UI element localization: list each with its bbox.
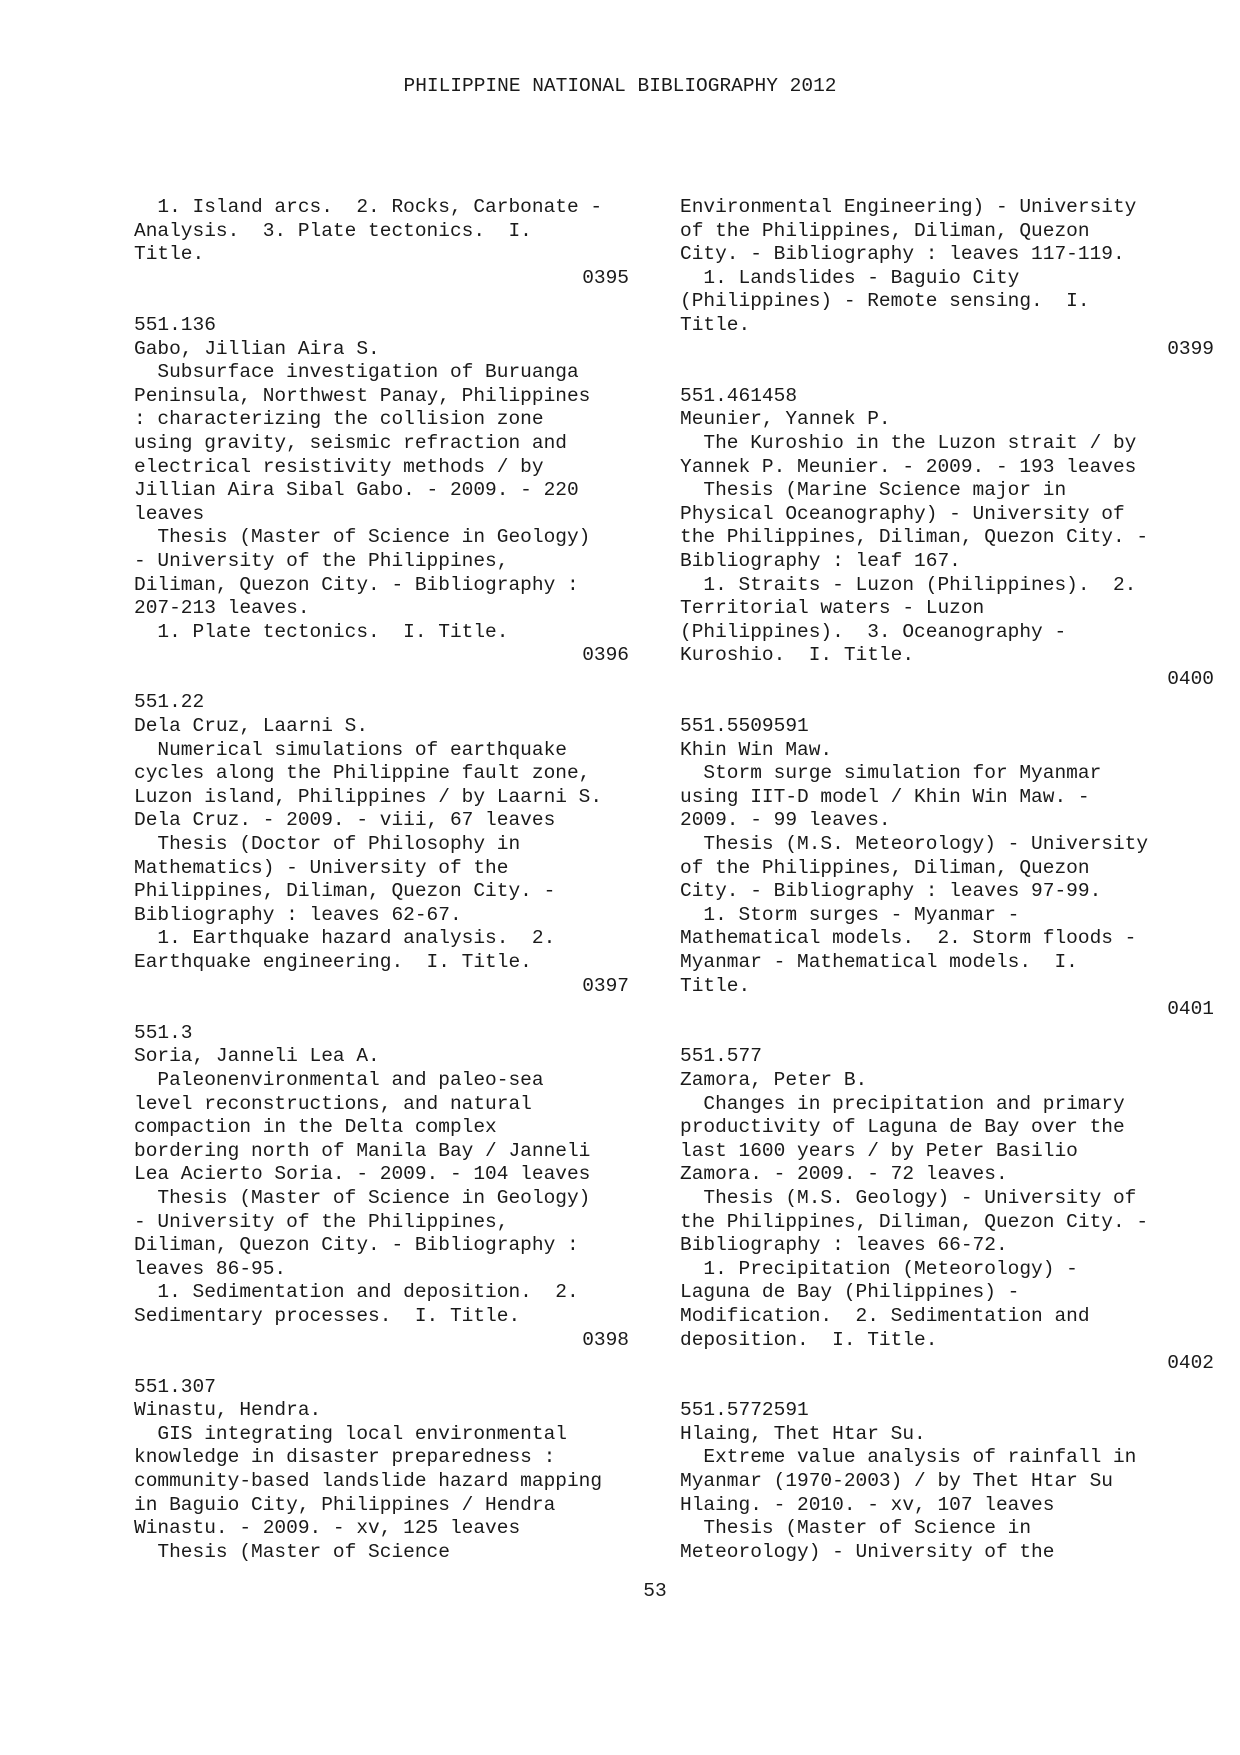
blank-line <box>680 1376 1200 1400</box>
right-column-line: The Kuroshio in the Luzon strait / by <box>680 431 1137 454</box>
left-column-line: 551.307 <box>134 1375 216 1398</box>
entry-number: 0402 <box>1167 1352 1214 1375</box>
left-column-line: Paleonenvironmental and paleo-sea <box>134 1068 544 1091</box>
left-column-line: cycles along the Philippine fault zone, <box>134 762 591 785</box>
left-column-line: Diliman, Quezon City. - Bibliography : <box>134 1234 579 1257</box>
right-column-line: Territorial waters - Luzon <box>680 597 985 620</box>
right-column-line: Thesis (M.S. Meteorology) - University <box>680 833 1149 856</box>
right-column <box>680 196 1214 1564</box>
left-column-line: 1. Plate tectonics. I. Title. <box>134 620 509 643</box>
right-column-line: 1. Straits - Luzon (Philippines). 2. <box>680 573 1137 596</box>
left-column-line: Winastu. - 2009. - xv, 125 leaves <box>134 1517 521 1540</box>
right-column-line: Zamora, Peter B. <box>680 1068 868 1091</box>
left-column-line: Thesis (Master of Science in Geology) <box>134 1186 591 1209</box>
left-column-line: Soria, Janneli Lea A. <box>134 1045 380 1068</box>
right-column-line: of the Philippines, Diliman, Quezon <box>680 856 1090 879</box>
left-column-line: bordering north of Manila Bay / Janneli <box>134 1139 591 1162</box>
right-column-line: 2009. - 99 leaves. <box>680 809 891 832</box>
left-column-line: using gravity, seismic refraction and <box>134 431 567 454</box>
left-column-line: 551.136 <box>134 313 216 336</box>
right-column-line: Kuroshio. I. Title. <box>680 644 915 667</box>
right-column-line: productivity of Laguna de Bay over the <box>680 1116 1125 1139</box>
blank-line <box>134 1352 654 1376</box>
blank-line <box>680 1022 1200 1046</box>
right-column-line: (Philippines) - Remote sensing. I. <box>680 290 1090 313</box>
blank-line <box>680 361 1200 385</box>
right-column-line: of the Philippines, Diliman, Quezon <box>680 219 1090 242</box>
left-column-line: 551.22 <box>134 691 205 714</box>
right-column-line: Laguna de Bay (Philippines) - <box>680 1281 1020 1304</box>
entry-number: 0401 <box>1167 998 1214 1021</box>
left-column-line: Analysis. 3. Plate tectonics. I. <box>134 219 532 242</box>
left-column-line: Lea Acierto Soria. - 2009. - 104 leaves <box>134 1163 591 1186</box>
left-column-line: Philippines, Diliman, Quezon City. - <box>134 880 556 903</box>
left-column-line: compaction in the Delta complex <box>134 1116 497 1139</box>
left-column-line: 1. Earthquake hazard analysis. 2. <box>134 927 556 950</box>
left-column <box>134 196 654 1564</box>
blank-line <box>134 668 654 692</box>
left-column-line: Earthquake engineering. I. Title. <box>134 951 532 973</box>
left-column-line: leaves 86-95. <box>134 1257 287 1280</box>
entry-number: 0395 <box>582 266 629 289</box>
left-column-line: Jillian Aira Sibal Gabo. - 2009. - 220 <box>134 479 579 502</box>
left-column-line: Thesis (Master of Science <box>134 1540 450 1563</box>
left-column-line: electrical resistivity methods / by <box>134 455 544 478</box>
left-column-line: level reconstructions, and natural <box>134 1092 532 1115</box>
right-column-line: Bibliography : leaf 167. <box>680 549 961 572</box>
right-column-line: 551.5509591 <box>680 715 809 738</box>
left-column-line: 1. Sedimentation and deposition. 2. <box>134 1281 579 1304</box>
right-column-line: Title. <box>680 313 751 336</box>
right-column-line: 1. Storm surges - Myanmar - <box>680 903 1020 926</box>
right-column-line: last 1600 years / by Peter Basilio <box>680 1139 1078 1162</box>
left-column-line: Bibliography : leaves 62-67. <box>134 903 462 926</box>
left-column-line: leaves <box>134 502 205 525</box>
left-column-line: Title. <box>134 243 205 266</box>
left-column-line: 551.3 <box>134 1021 193 1044</box>
right-column-line: the Philippines, Diliman, Quezon City. - <box>680 526 1149 549</box>
right-column-line: Bibliography : leaves 66-72. <box>680 1234 1008 1257</box>
left-column-line: Winastu, Hendra. <box>134 1399 322 1422</box>
blank-line <box>134 998 654 1022</box>
right-column-line: Environmental Engineering) - University <box>680 196 1137 218</box>
right-column-line: (Philippines). 3. Oceanography - <box>680 620 1067 643</box>
page-number: 53 <box>643 1580 667 1602</box>
page-header: PHILIPPINE NATIONAL BIBLIOGRAPHY 2012 <box>403 75 837 97</box>
right-column-line: Zamora. - 2009. - 72 leaves. <box>680 1163 1008 1186</box>
entry-number: 0397 <box>582 974 629 997</box>
left-column-line: - University of the Philippines, <box>134 1210 509 1233</box>
right-column-line: Modification. 2. Sedimentation and <box>680 1304 1090 1327</box>
right-column-line: Myanmar - Mathematical models. I. <box>680 951 1078 973</box>
right-column-line: Hlaing. - 2010. - xv, 107 leaves <box>680 1493 1055 1516</box>
right-column-line: City. - Bibliography : leaves 97-99. <box>680 880 1102 903</box>
right-column-line: Thesis (Master of Science in <box>680 1517 1032 1540</box>
left-column-line: Luzon island, Philippines / by Laarni S. <box>134 785 603 808</box>
right-column-line: 551.577 <box>680 1045 762 1068</box>
right-column-line: Title. <box>680 974 751 997</box>
left-column-line: 207-213 leaves. <box>134 597 310 620</box>
right-column-line: 551.5772591 <box>680 1399 809 1422</box>
left-column-line: Diliman, Quezon City. - Bibliography : <box>134 573 579 596</box>
left-column-line: Dela Cruz. - 2009. - viii, 67 leaves <box>134 809 556 832</box>
right-column-line: Hlaing, Thet Htar Su. <box>680 1422 926 1445</box>
right-column-line: Meunier, Yannek P. <box>680 408 891 431</box>
entry-number: 0399 <box>1167 337 1214 360</box>
right-column-line: 1. Precipitation (Meteorology) - <box>680 1257 1078 1280</box>
right-column-line: Thesis (Marine Science major in <box>680 479 1067 502</box>
right-column-line: Storm surge simulation for Myanmar <box>680 762 1102 785</box>
left-column-line: knowledge in disaster preparedness : <box>134 1446 556 1469</box>
left-column-line: Mathematics) - University of the <box>134 856 509 879</box>
right-column-line: deposition. I. Title. <box>680 1328 938 1351</box>
right-column-line: Khin Win Maw. <box>680 738 833 761</box>
left-column-line: Thesis (Doctor of Philosophy in <box>134 833 521 856</box>
blank-line <box>680 691 1200 715</box>
entry-number: 0400 <box>1167 667 1214 690</box>
right-column-line: Changes in precipitation and primary <box>680 1092 1125 1115</box>
left-column-line: : characterizing the collision zone <box>134 408 544 431</box>
right-column-line: Meteorology) - University of the <box>680 1540 1055 1563</box>
left-column-line: Numerical simulations of earthquake <box>134 738 567 761</box>
left-column-line: - University of the Philippines, <box>134 549 509 572</box>
right-column-line: City. - Bibliography : leaves 117-119. <box>680 243 1125 266</box>
right-column-line: 1. Landslides - Baguio City <box>680 266 1020 289</box>
left-column-line: GIS integrating local environmental <box>134 1422 567 1445</box>
right-column-line: Myanmar (1970-2003) / by Thet Htar Su <box>680 1470 1113 1493</box>
left-column-line: 1. Island arcs. 2. Rocks, Carbonate - <box>134 196 603 218</box>
left-column-line: Thesis (Master of Science in Geology) <box>134 526 591 549</box>
left-column-line: Gabo, Jillian Aira S. <box>134 337 380 360</box>
left-column-line: in Baguio City, Philippines / Hendra <box>134 1493 556 1516</box>
left-column-line: community-based landslide hazard mapping <box>134 1470 603 1493</box>
right-column-line: Physical Oceanography) - University of <box>680 502 1125 525</box>
left-column-line: Dela Cruz, Laarni S. <box>134 715 369 738</box>
right-column-line: the Philippines, Diliman, Quezon City. - <box>680 1210 1149 1233</box>
entry-number: 0396 <box>582 644 629 667</box>
entry-number: 0398 <box>582 1328 629 1351</box>
left-column-line: Peninsula, Northwest Panay, Philippines <box>134 384 591 407</box>
left-column-line: Subsurface investigation of Buruanga <box>134 361 579 384</box>
left-column-line: Sedimentary processes. I. Title. <box>134 1304 521 1327</box>
right-column-line: Extreme value analysis of rainfall in <box>680 1446 1137 1469</box>
right-column-line: Yannek P. Meunier. - 2009. - 193 leaves <box>680 455 1137 478</box>
right-column-line: 551.461458 <box>680 384 798 407</box>
right-column-line: Mathematical models. 2. Storm floods - <box>680 927 1137 950</box>
right-column-line: Thesis (M.S. Geology) - University of <box>680 1186 1137 1209</box>
right-column-line: using IIT-D model / Khin Win Maw. - <box>680 785 1090 808</box>
blank-line <box>134 290 654 314</box>
